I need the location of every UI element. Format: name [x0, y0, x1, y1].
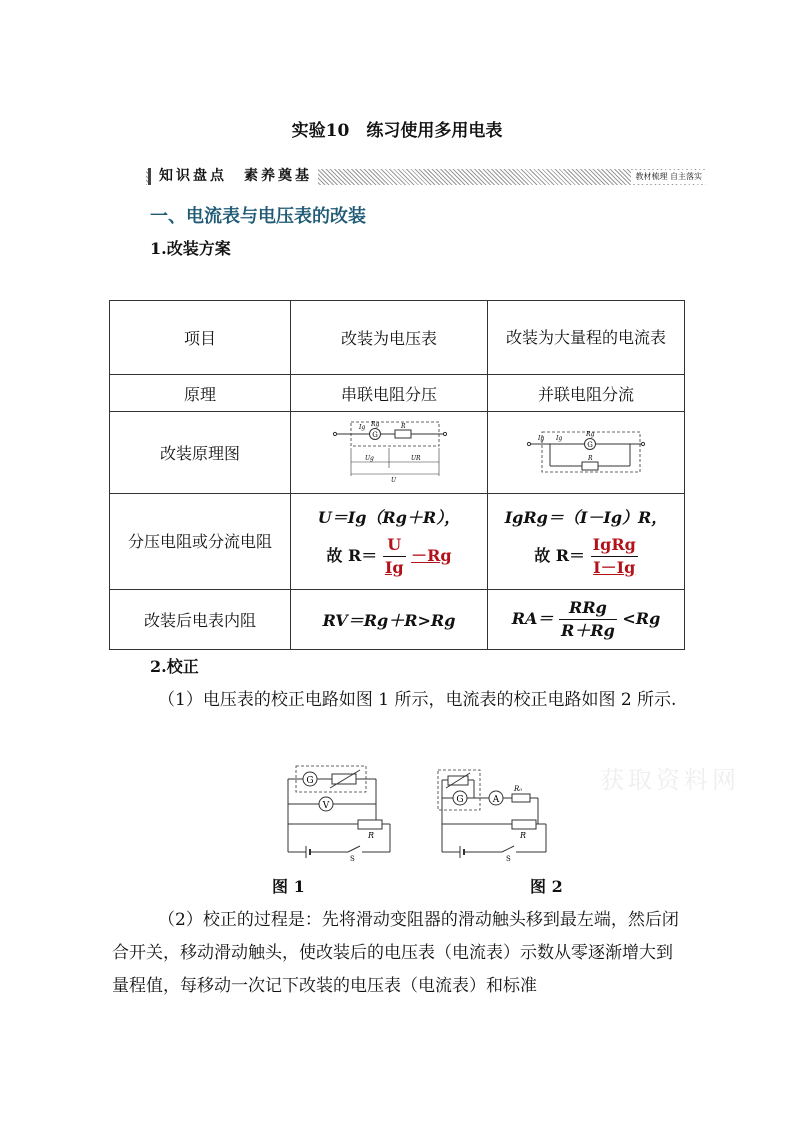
r-label: R	[401, 422, 406, 430]
rg-label: Rg	[371, 420, 380, 428]
ig-label: Ig	[359, 423, 366, 431]
resistor-label: 分压电阻或分流电阻	[110, 494, 291, 590]
fig2-a-label: A	[492, 795, 500, 805]
voltmeter-result-prefix: 故 R＝	[326, 545, 378, 565]
subsection-heading-2: 2.校正	[150, 657, 199, 676]
internal-label: 改装后电表内阻	[110, 590, 291, 650]
table-row-diagram	[110, 412, 685, 494]
table-header-row	[110, 301, 685, 375]
ammeter-diagram-cell	[488, 412, 685, 494]
header-voltmeter: 改装为电压表	[291, 301, 488, 375]
principle-voltmeter: 串联电阻分压	[291, 375, 488, 412]
ammeter-fraction-den: I－Ig	[593, 557, 636, 577]
i-label: Ig	[538, 434, 545, 442]
voltmeter-result	[291, 534, 487, 579]
conversion-table	[109, 300, 685, 650]
paragraph-calibration-1: （1）电压表的校正电路如图 1 所示，电流表的校正电路如图 2 所示.	[158, 690, 677, 710]
voltmeter-fraction-den: Ig	[384, 557, 404, 577]
internal-ammeter-den: R＋Rg	[561, 621, 615, 640]
voltmeter-conversion-diagram	[329, 418, 449, 484]
ammeter-conversion-diagram	[526, 426, 646, 476]
fig2-r-label: R	[520, 831, 527, 840]
table-row-resistor	[110, 494, 685, 590]
ammeter-result-prefix: 故 R＝	[534, 545, 586, 565]
galvanometer-label-2: G	[587, 440, 593, 449]
figure-2-circuit	[434, 766, 554, 862]
fig1-v-label: V	[322, 801, 330, 811]
ammeter-fraction-num: IgRg	[591, 534, 638, 557]
paragraph-calibration-2: （2）校正的过程是：先将滑动变阻器的滑动触头移到最左端，然后闭合开关，移动滑动触头，使改装后的电压表（电流表）示数从零逐渐增大到量程值，每移动一次记下改装的电压表（电流表）和标准	[112, 910, 679, 996]
principle-label: 原理	[110, 375, 291, 412]
figure-1-caption: 图 1	[272, 877, 305, 896]
voltmeter-diagram-cell	[291, 412, 488, 494]
fig1-s-label: S	[350, 855, 355, 862]
header-item: 项目	[110, 301, 291, 375]
internal-ammeter	[488, 590, 685, 650]
resistor-ammeter-cell	[488, 494, 685, 590]
fig2-g-label: G	[456, 795, 464, 805]
ammeter-fraction	[591, 534, 638, 579]
internal-ammeter-num: RRg	[559, 597, 617, 620]
table-row-internal	[110, 590, 685, 650]
galvanometer-label: G	[372, 430, 378, 439]
principle-ammeter: 并联电阻分流	[488, 375, 685, 412]
u-label: U	[391, 476, 397, 484]
fig2-r0-label: R₀	[514, 785, 523, 793]
table-row-principle	[110, 375, 685, 412]
diagram-label: 改装原理图	[110, 412, 291, 494]
internal-ammeter-fraction	[559, 597, 617, 642]
figure-2-caption: 图 2	[530, 877, 563, 896]
section-banner	[146, 169, 706, 185]
ammeter-equation: IgRg＝（I－Ig）R，	[504, 507, 668, 527]
fig1-r-label: R	[368, 831, 375, 840]
internal-ammeter-prefix: RA＝	[511, 609, 554, 628]
header-ammeter: 改装为大量程的电流表	[488, 301, 685, 375]
section-heading: 一、电流表与电压表的改装	[150, 206, 366, 227]
voltmeter-fraction	[383, 534, 406, 579]
voltmeter-fraction-num: U	[383, 534, 406, 557]
ig-label-2: Ig	[556, 434, 563, 442]
voltmeter-equation: U＝Ig（Rg＋R），	[317, 507, 461, 527]
ammeter-result	[488, 534, 684, 579]
subsection-heading-1: 1.改装方案	[150, 239, 231, 258]
ur-label: UR	[411, 454, 421, 462]
banner-left-text: 知识盘点 素养奠基	[148, 168, 318, 185]
figure-1-circuit	[280, 762, 400, 862]
r-label-2: R	[588, 454, 593, 462]
banner-right-text: 教材梳理 自主落实	[631, 170, 706, 184]
resistor-voltmeter-cell	[291, 494, 488, 590]
voltmeter-result-tail: －Rg	[411, 545, 452, 565]
ug-label: Ug	[365, 454, 374, 462]
internal-voltmeter: RV＝Rg＋R>Rg	[291, 590, 488, 650]
rg-label-2: Rg	[586, 430, 595, 438]
internal-ammeter-tail: <Rg	[622, 609, 661, 628]
fig2-s-label: S	[506, 855, 511, 862]
page-title: 实验10 练习使用多用电表	[291, 121, 503, 141]
watermark: 获取资料网	[600, 766, 740, 794]
fig1-g-label: G	[306, 776, 314, 786]
